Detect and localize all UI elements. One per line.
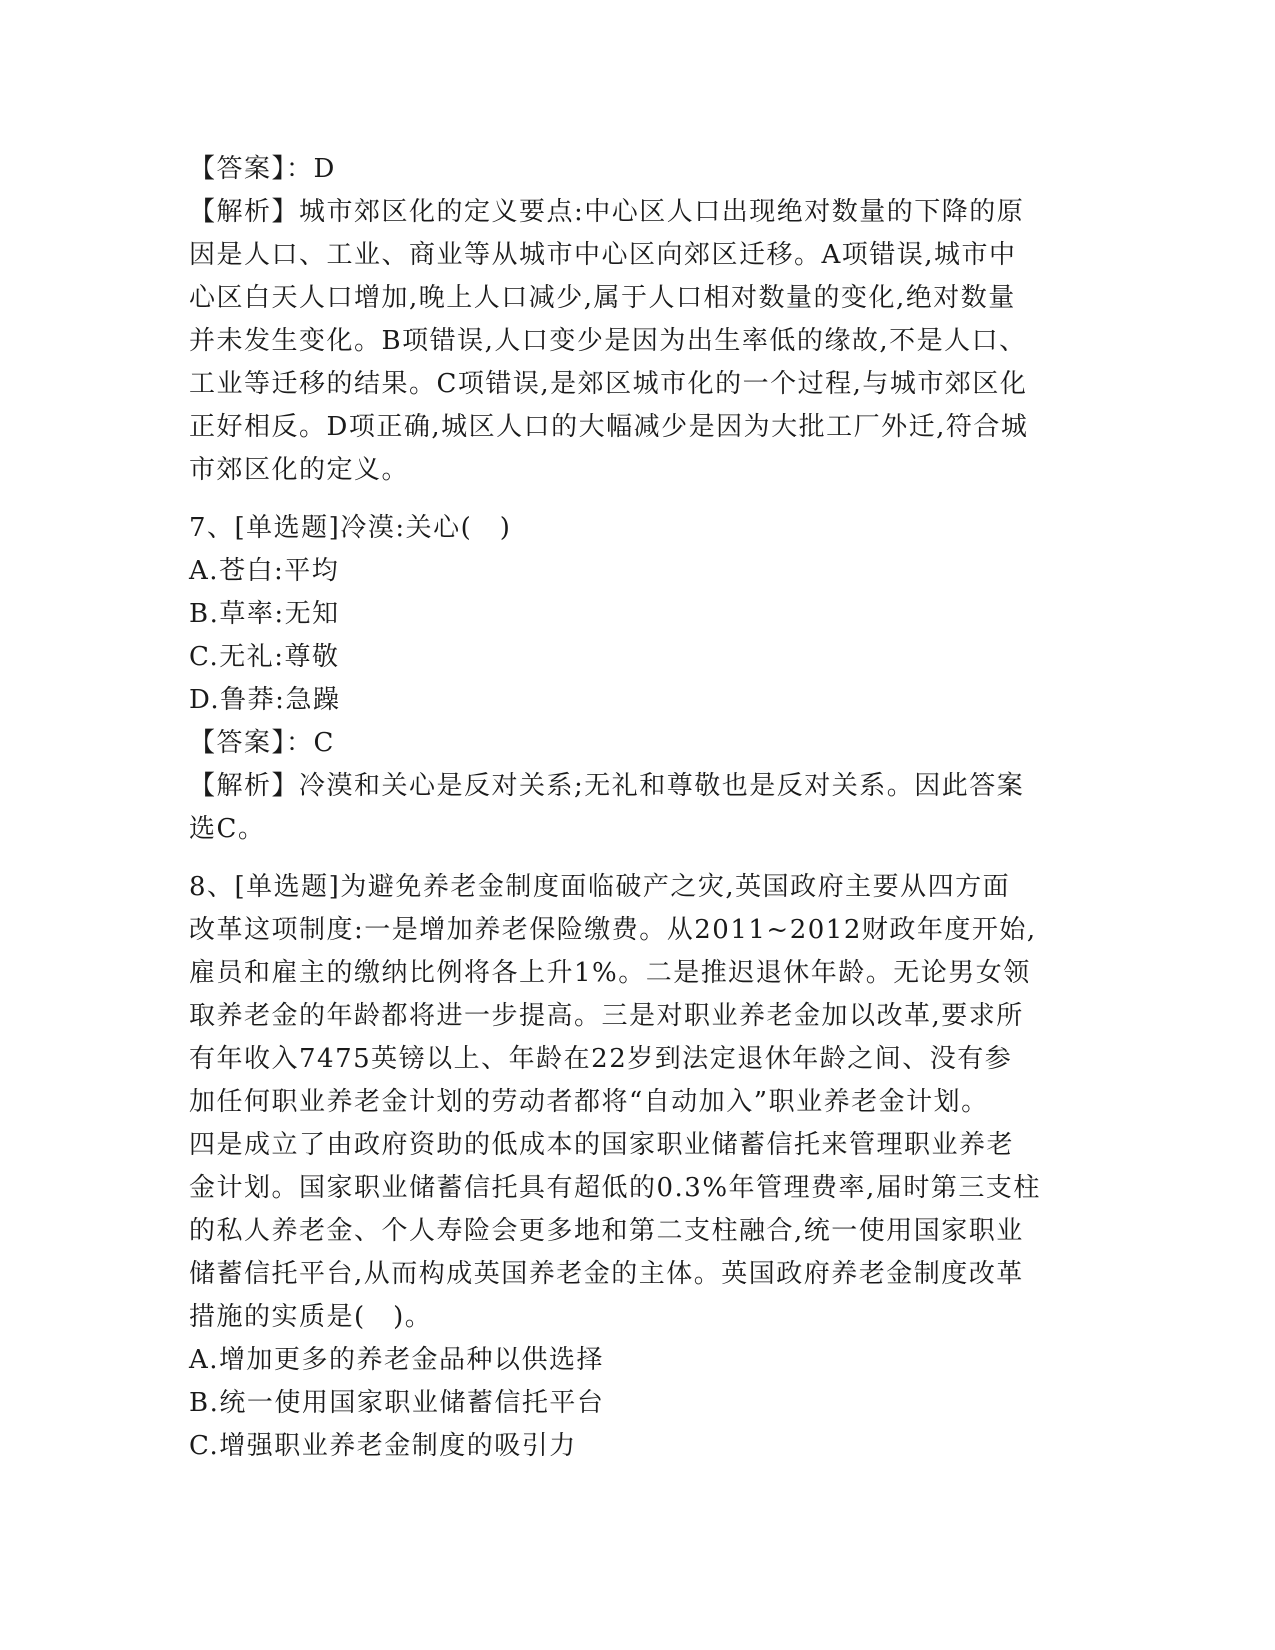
text-line: 【答案】：D	[189, 154, 336, 184]
text-line: 【解析】冷漠和关心是反对关系;无礼和尊敬也是反对关系。因此答案	[189, 771, 1025, 801]
block-gap	[189, 851, 1089, 866]
text-line: 措施的实质是( )。	[189, 1302, 433, 1332]
text-line: 有年收入7475英镑以上、年龄在22岁到法定退休年龄之间、没有参	[189, 1044, 1013, 1074]
block-gap	[189, 492, 1089, 507]
text-line: 【答案】：C	[189, 728, 335, 758]
text-line: 储蓄信托平台,从而构成英国养老金的主体。英国政府养老金制度改革	[189, 1259, 1024, 1289]
text-line: 【解析】城市郊区化的定义要点:中心区人口出现绝对数量的下降的原	[189, 197, 1025, 227]
text-line: 金计划。国家职业储蓄信托具有超低的0.3%年管理费率,届时第三支柱	[189, 1173, 1041, 1203]
text-line: 改革这项制度:一是增加养老保险缴费。从2011~2012财政年度开始,	[189, 915, 1037, 945]
text-line: 的私人养老金、个人寿险会更多地和第二支柱融合,统一使用国家职业	[189, 1216, 1024, 1246]
text-block-q6-answer	[189, 148, 1089, 191]
text-line: 7、[单选题]冷漠:关心( )	[189, 513, 512, 543]
text-line: 市郊区化的定义。	[189, 455, 410, 485]
text-line: D.鲁莽:急躁	[189, 685, 341, 715]
text-line: 加任何职业养老金计划的劳动者都将“自动加入”职业养老金计划。	[189, 1087, 989, 1117]
text-block-q7	[189, 507, 1089, 851]
text-line: 心区白天人口增加,晚上人口减少,属于人口相对数量的变化,绝对数量	[189, 283, 1016, 313]
text-line: 8、[单选题]为避免养老金制度面临破产之灾,英国政府主要从四方面	[189, 872, 1011, 902]
text-block-q8	[189, 866, 1089, 1468]
text-line: B.统一使用国家职业储蓄信托平台	[189, 1388, 605, 1418]
text-line: 雇员和雇主的缴纳比例将各上升1%。二是推迟退休年龄。无论男女领	[189, 958, 1031, 988]
text-line: A.苍白:平均	[189, 556, 340, 586]
text-line: 正好相反。D项正确,城区人口的大幅减少是因为大批工厂外迁,符合城	[189, 412, 1029, 442]
text-line: 并未发生变化。B项错误,人口变少是因为出生率低的缘故,不是人口、	[189, 326, 1027, 356]
document-content	[189, 148, 1089, 1468]
text-line: 选C。	[189, 814, 266, 844]
text-line: C.增强职业养老金制度的吸引力	[189, 1431, 577, 1461]
text-line: 取养老金的年龄都将进一步提高。三是对职业养老金加以改革,要求所	[189, 1001, 1024, 1031]
text-line: B.草率:无知	[189, 599, 340, 629]
text-line: 四是成立了由政府资助的低成本的国家职业储蓄信托来管理职业养老	[189, 1130, 1015, 1160]
text-line: 工业等迁移的结果。C项错误,是郊区城市化的一个过程,与城市郊区化	[189, 369, 1028, 399]
text-line: 因是人口、工业、商业等从城市中心区向郊区迁移。A项错误,城市中	[189, 240, 1017, 270]
text-line: C.无礼:尊敬	[189, 642, 340, 672]
text-block-q6-analysis	[189, 191, 1089, 492]
text-line: A.增加更多的养老金品种以供选择	[189, 1345, 605, 1375]
